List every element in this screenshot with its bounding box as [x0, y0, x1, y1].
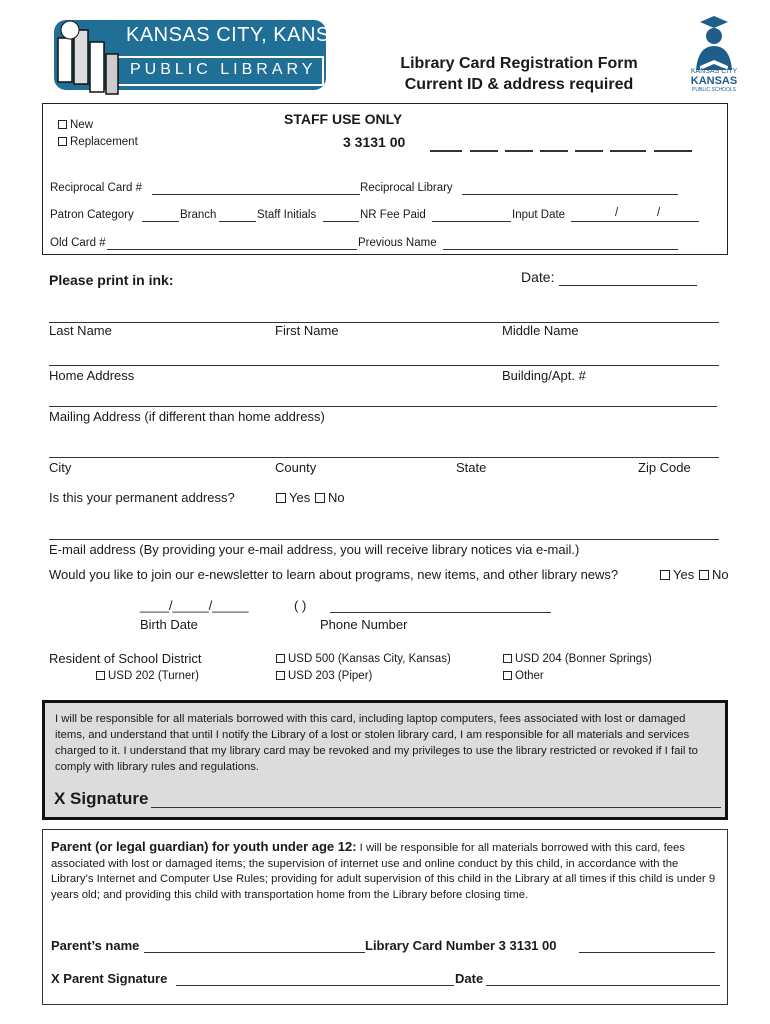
birth-date-label: Birth Date — [140, 617, 198, 632]
new-label: New — [70, 119, 94, 131]
card-digit-line[interactable] — [610, 150, 646, 152]
parent-signature-label: X Parent Signature — [51, 971, 168, 986]
mailing-address-label: Mailing Address (if different than home address) — [49, 409, 325, 424]
parent-heading: Parent (or legal guardian) for youth under age 12: — [51, 839, 357, 854]
replacement-option[interactable] — [58, 136, 138, 148]
logo-text-top: KANSAS CITY, KANSAS — [126, 24, 358, 46]
reciprocal-library-label: Reciprocal Library — [360, 182, 453, 194]
reciprocal-card-label: Reciprocal Card # — [50, 182, 143, 194]
nr-fee-label: NR Fee Paid — [360, 209, 426, 221]
usd202-option[interactable] — [96, 670, 199, 682]
old-card-label: Old Card # — [50, 237, 106, 249]
title-line-2: Current ID & address required — [404, 76, 634, 93]
no-label: No — [328, 490, 345, 505]
date-slash: / — [657, 207, 661, 219]
usd500-option[interactable] — [276, 653, 451, 665]
input-date-label: Input Date — [512, 209, 566, 221]
new-checkbox[interactable] — [58, 120, 67, 129]
parent-text: I will be responsible for all materials borrowed with this card, fees associated with lost or damaged items; the supervision of internet use and online conduct by this child, in accordance with the Library’s Internet and Computer Use Rules; providing for adult supervision of this child in the Library at all times if this child is under 9 years old; and providing this child with transportation home from the Library before closing time. — [51, 842, 716, 901]
name-field[interactable] — [49, 322, 719, 323]
newsletter-yes-option[interactable] — [660, 567, 694, 582]
newsletter-yes-checkbox[interactable] — [660, 570, 670, 580]
email-label: E-mail address (By providing your e-mail address, you will receive library notices via e-mail.) — [49, 542, 580, 557]
usd202-label: USD 202 (Turner) — [108, 670, 199, 682]
staff-use-heading: STAFF USE ONLY — [284, 111, 403, 127]
card-digit-line[interactable] — [540, 150, 568, 152]
permanent-question: Is this your permanent address? — [49, 490, 235, 505]
first-name-label: First Name — [275, 323, 339, 338]
title-line-1: Library Card Registration Form — [400, 55, 638, 72]
other-label: Other — [515, 670, 544, 682]
date-field[interactable] — [559, 285, 697, 286]
last-name-label: Last Name — [49, 323, 112, 338]
other-checkbox[interactable] — [503, 671, 512, 680]
email-field[interactable] — [49, 539, 719, 540]
permanent-yes-option[interactable] — [276, 490, 310, 505]
agreement-text: I will be responsible for all materials borrowed with this card, including laptop computers, fees associated with lost or damaged items, and understand that until I notify the Library of a lost or stolen library card, I am responsible for all materials and services charged to it. I understand that my library card may be revoked and my privileges to use the library restricted or revoked if I fail to comply with library rules and regulations. — [55, 713, 698, 773]
reciprocal-card-field[interactable] — [152, 194, 360, 195]
new-option[interactable] — [58, 119, 93, 131]
usd204-checkbox[interactable] — [503, 654, 512, 663]
city-field[interactable] — [49, 457, 719, 458]
branch-field[interactable] — [219, 221, 256, 222]
middle-name-label: Middle Name — [502, 323, 579, 338]
zip-label: Zip Code — [638, 460, 691, 475]
previous-name-field[interactable] — [443, 249, 678, 250]
county-label: County — [275, 460, 317, 475]
yes-label: Yes — [289, 490, 311, 505]
permanent-yes-checkbox[interactable] — [276, 493, 286, 503]
patron-category-label: Patron Category — [50, 209, 134, 221]
card-digit-line[interactable] — [430, 150, 462, 152]
parent-name-label: Parent’s name — [51, 938, 140, 953]
card-digit-line[interactable] — [575, 150, 603, 152]
school-district-logo — [686, 14, 742, 92]
other-option[interactable] — [503, 670, 544, 682]
usd203-label: USD 203 (Piper) — [288, 670, 373, 682]
newsletter-no-checkbox[interactable] — [699, 570, 709, 580]
usd204-option[interactable] — [503, 653, 652, 665]
permanent-no-option[interactable] — [315, 490, 345, 505]
home-address-field[interactable] — [49, 365, 719, 366]
yes-label: Yes — [673, 567, 695, 582]
parent-date-label: Date — [455, 971, 484, 986]
form-title — [340, 53, 698, 95]
school-logo-line1: KANSAS CITY — [690, 68, 738, 75]
usd203-option[interactable] — [276, 670, 372, 682]
state-label: State — [456, 460, 487, 475]
previous-name-label: Previous Name — [358, 237, 437, 249]
parent-statement — [51, 839, 719, 903]
phone-field[interactable] — [330, 612, 551, 613]
parent-card-field[interactable] — [579, 952, 715, 953]
resident-label: Resident of School District — [49, 651, 202, 666]
branch-label: Branch — [180, 209, 217, 221]
date-slash: / — [615, 207, 619, 219]
nr-fee-field[interactable] — [432, 221, 511, 222]
logo-text-bottom: PUBLIC LIBRARY — [130, 61, 317, 78]
old-card-field[interactable] — [107, 249, 357, 250]
library-logo — [52, 18, 358, 96]
card-digit-line[interactable] — [470, 150, 498, 152]
building-apt-label: Building/Apt. # — [502, 368, 586, 383]
parent-date-field[interactable] — [486, 985, 720, 986]
mailing-address-field[interactable] — [49, 406, 717, 407]
signature-label: X Signature — [54, 789, 149, 808]
birth-date-field[interactable]: ____/_____/_____ — [140, 598, 249, 613]
card-digit-line[interactable] — [654, 150, 692, 152]
usd500-label: USD 500 (Kansas City, Kansas) — [288, 653, 451, 665]
city-label: City — [49, 460, 72, 475]
home-address-label: Home Address — [49, 368, 135, 383]
staff-initials-field[interactable] — [323, 221, 359, 222]
usd202-checkbox[interactable] — [96, 671, 105, 680]
print-in-ink: Please print in ink: — [49, 272, 174, 288]
usd204-label: USD 204 (Bonner Springs) — [515, 653, 652, 665]
agreement-box — [42, 700, 728, 820]
parent-name-field[interactable] — [144, 952, 365, 953]
staff-initials-label: Staff Initials — [257, 209, 317, 221]
signature-field[interactable] — [151, 807, 721, 808]
card-digit-line[interactable] — [505, 150, 533, 152]
phone-parens: ( ) — [294, 598, 307, 613]
parent-signature-field[interactable] — [176, 985, 454, 986]
patron-category-field[interactable] — [142, 221, 179, 222]
no-label: No — [712, 567, 729, 582]
school-logo-line2: KANSAS — [690, 75, 738, 87]
usd203-checkbox[interactable] — [276, 671, 285, 680]
card-prefix: 3 3131 00 — [343, 134, 406, 150]
usd500-checkbox[interactable] — [276, 654, 285, 663]
replacement-label: Replacement — [70, 136, 138, 148]
newsletter-no-option[interactable] — [699, 567, 729, 582]
parent-box — [42, 829, 728, 1005]
input-date-field[interactable] — [571, 221, 699, 222]
newsletter-question: Would you like to join our e-newsletter to learn about programs, new items, and other library news? — [49, 567, 619, 582]
phone-label: Phone Number — [320, 617, 408, 632]
date-label: Date: — [521, 269, 555, 285]
reciprocal-library-field[interactable] — [462, 194, 678, 195]
permanent-no-checkbox[interactable] — [315, 493, 325, 503]
parent-card-label: Library Card Number 3 3131 00 — [365, 938, 557, 953]
replacement-checkbox[interactable] — [58, 137, 67, 146]
school-logo-line3: PUBLIC SCHOOLS — [692, 87, 736, 93]
